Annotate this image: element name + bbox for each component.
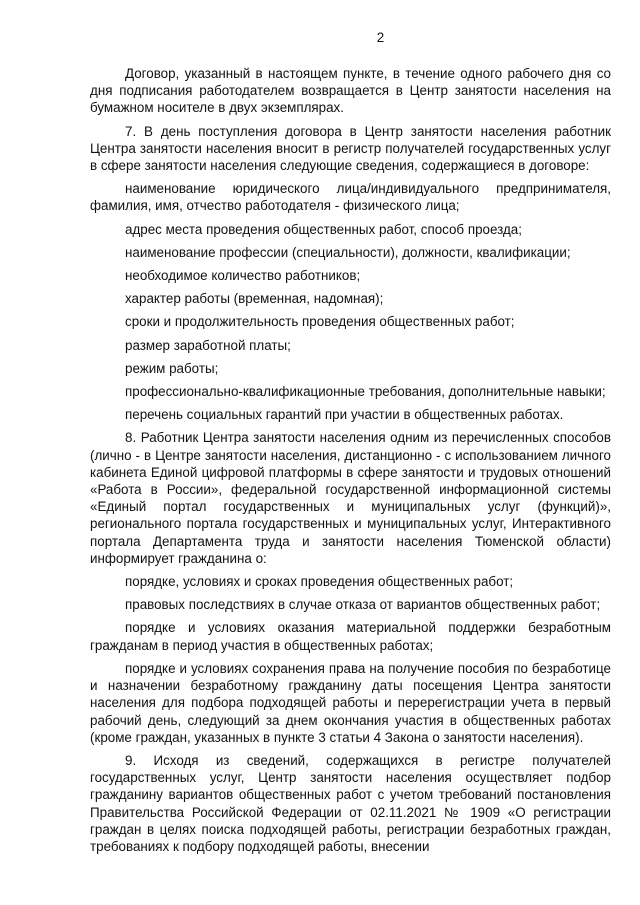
paragraph-7: 7. В день поступления договора в Центр занятости населения работник Центра занятости населения вносит в регистр получателей государственных услуг в сфере занятости населения следующие сведения, содержащиеся в договоре: [90, 123, 611, 174]
list-item: перечень социальных гарантий при участии в общественных работах. [125, 407, 564, 423]
list-item: режим работы; [125, 360, 219, 376]
list-item: сроки и продолжительность проведения общественных работ; [125, 314, 515, 330]
paragraph-9: 9. Исходя из сведений, содержащихся в регистре получателей государственных услуг, Центр занятости населения осуществляет подбор гражданину вариантов общественных работ с учетом требований постановления Правительства Российской Федерации от 02.11.2021 № 1909 «О регистрации граждан в целях поиска подходящей работы, регистрации безработных граждан, требованиях к подбору подходящей работы, внесении [90, 752, 611, 854]
list-item: порядке, условиях и сроках проведения общественных работ; [125, 574, 514, 590]
list-item: характер работы (временная, надомная); [125, 291, 384, 307]
list-item: порядке и условиях оказания материальной поддержки безработным гражданам в период участия в общественных работах; [90, 620, 611, 653]
page-number: 2 [376, 30, 385, 45]
list-item: порядке и условиях сохранения права на получение пособия по безработице и назначении безработному гражданину даты посещения Центра занятости населения для подбора подходящей работы и перерегистрации учета в первый рабочий день, следующий за днем окончания участия в общественных работах (кроме граждан, указанных в пункте 3 статьи 4 Закона о занятости населения). [90, 660, 611, 745]
paragraph-contract-return: Договор, указанный в настоящем пункте, в течение одного рабочего дня со дня подписания работодателем возвращается в Центр занятости населения на бумажном носителе в двух экземплярах. [90, 66, 611, 116]
list-item: наименование профессии (специальности), должности, квалификации; [125, 244, 571, 260]
list-item: профессионально-квалификационные требования, дополнительные навыки; [125, 384, 606, 400]
list-item: размер заработной платы; [125, 337, 291, 353]
list-item: правовых последствиях в случае отказа от вариантов общественных работ; [125, 597, 601, 613]
list-item: адрес места проведения общественных работ, способ проезда; [125, 221, 522, 237]
list-item: необходимое количество работников; [125, 268, 361, 284]
list-item: наименование юридического лица/индивидуального предпринимателя, фамилия, имя, отчество работодателя - физического лица; [90, 181, 611, 214]
paragraph-8: 8. Работник Центра занятости населения одним из перечисленных способов (лично - в Центре занятости населения, дистанционно - с использованием личного кабинета Единой цифровой платформы в сфере занятости и трудовых отношений «Работа в России», федеральной государственной информационной системы «Единый портал государственных и муниципальных услуг (функций)», регионального портала государственных и муниципальных услуг, Интерактивного портала Департамента труда и занятости населения Тюменской области) информирует гражданина о: [90, 430, 611, 566]
